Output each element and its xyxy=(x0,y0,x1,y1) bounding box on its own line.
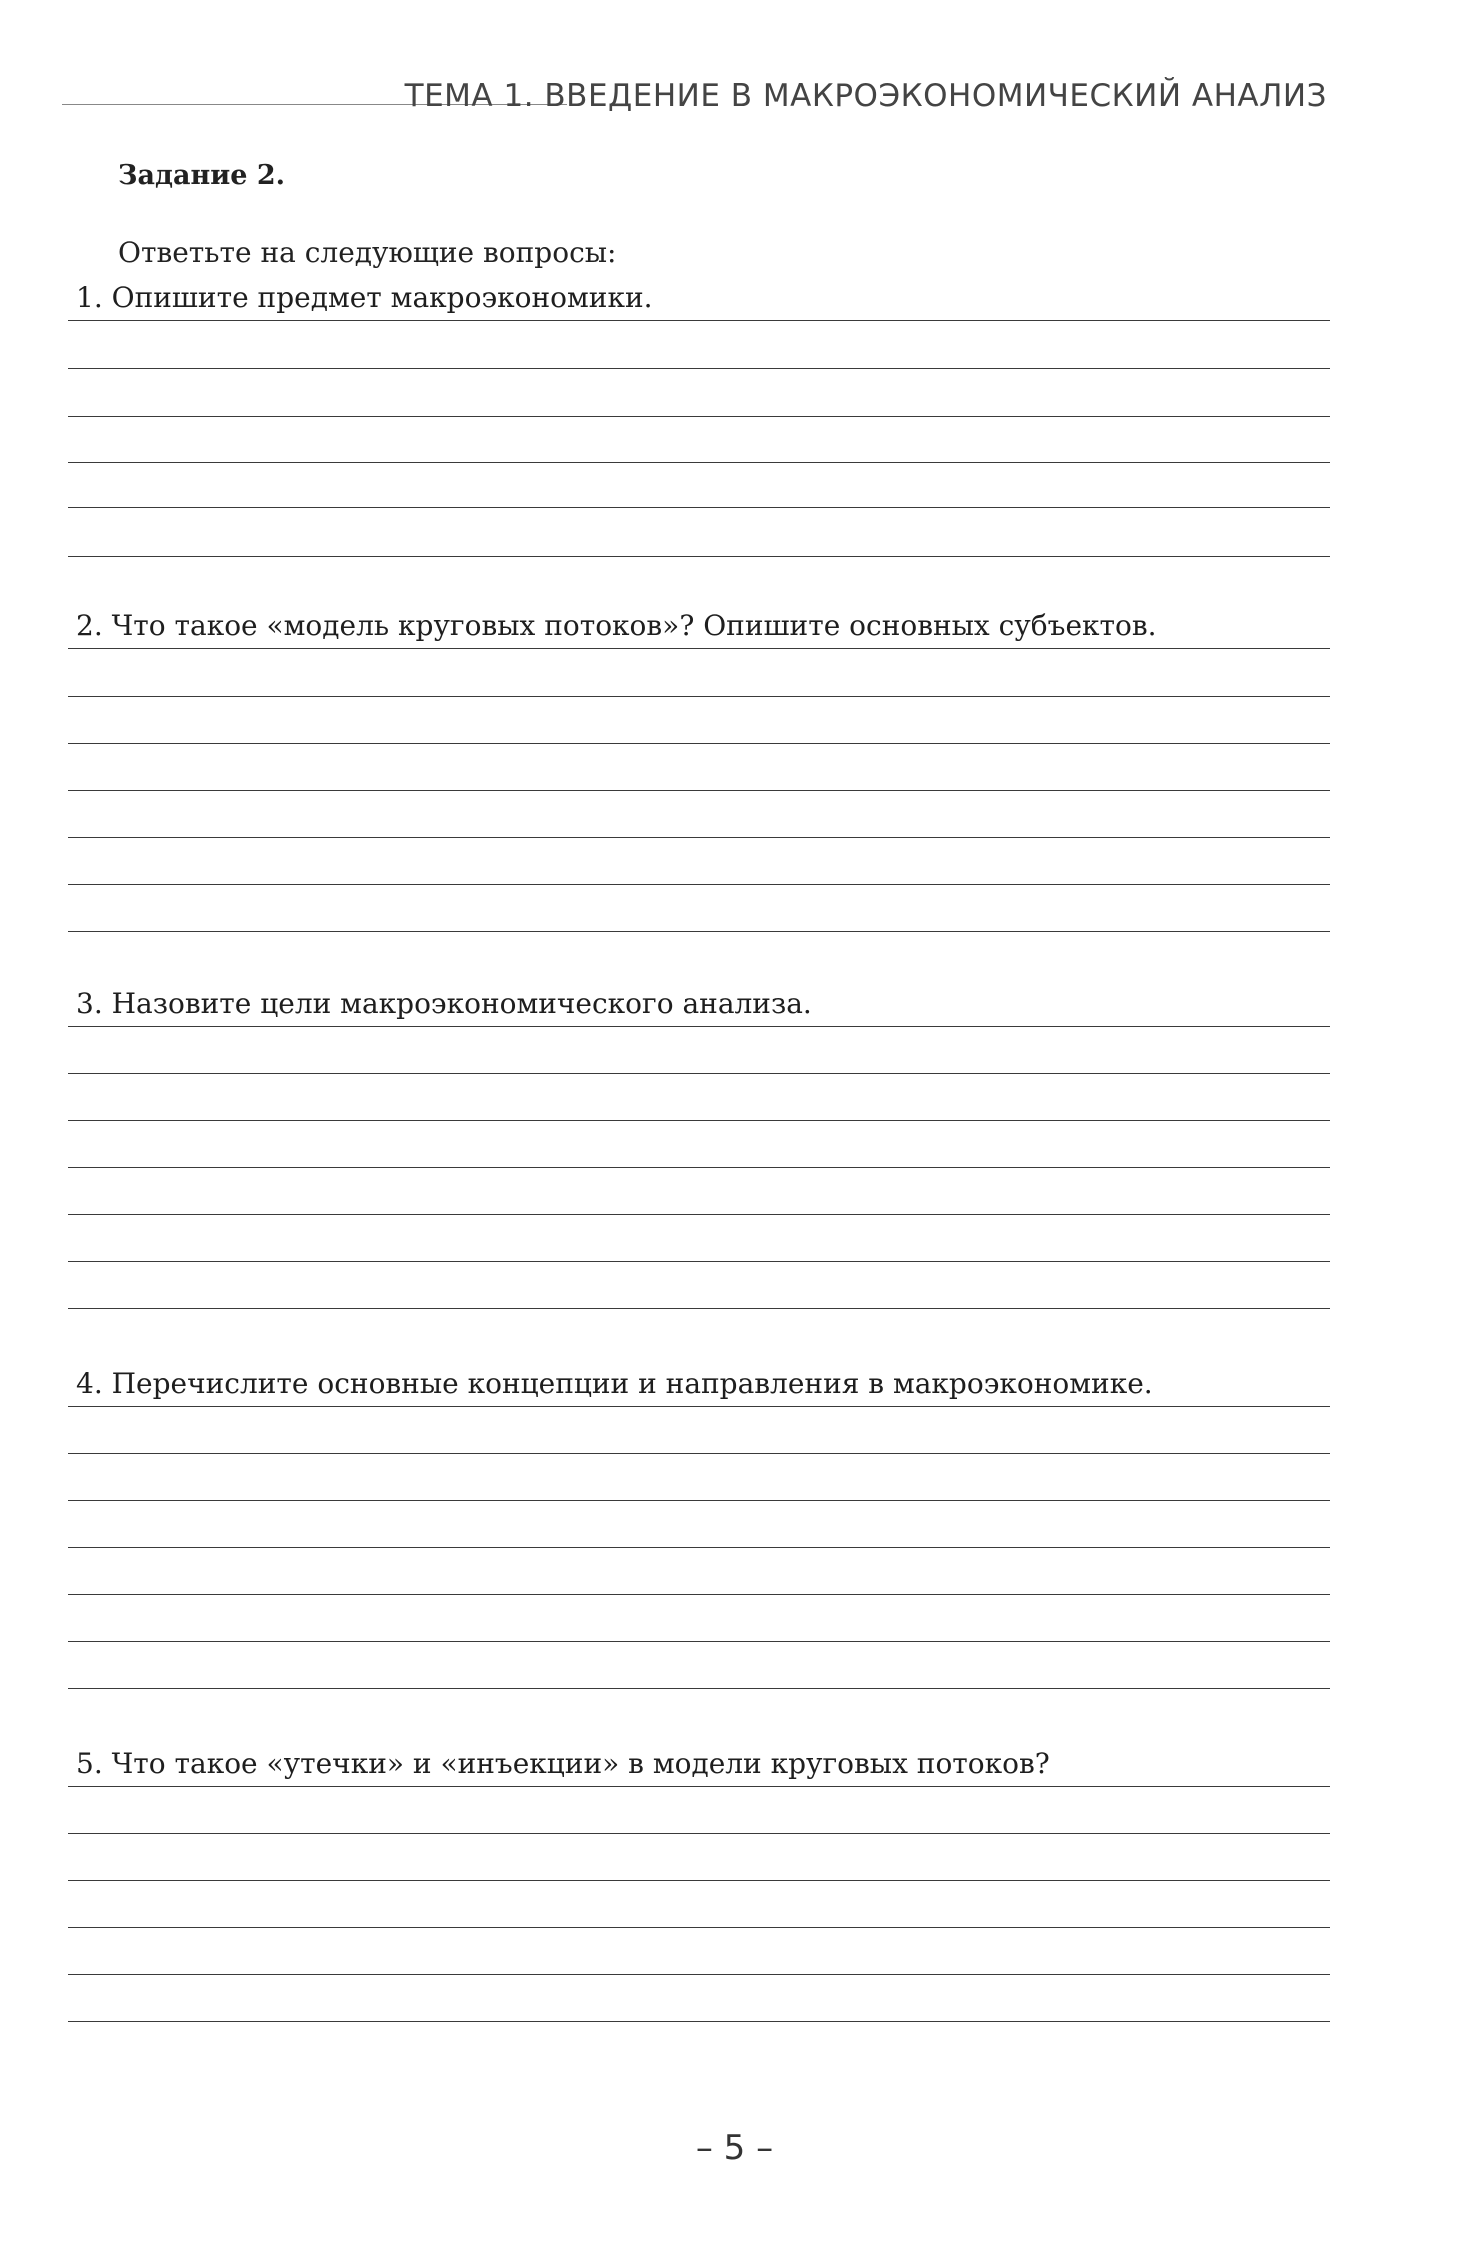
answer-line[interactable] xyxy=(68,790,1330,791)
header-title: ТЕМА 1. ВВЕДЕНИЕ В МАКРОЭКОНОМИЧЕСКИЙ АНАЛИЗ xyxy=(404,78,1327,114)
question-5 xyxy=(68,1740,1330,2030)
question-underline xyxy=(68,1786,1330,1787)
answer-line[interactable] xyxy=(68,1167,1330,1168)
answer-line[interactable] xyxy=(68,2021,1330,2022)
task-instruction: Ответьте на следующие вопросы: xyxy=(118,236,617,269)
answer-line[interactable] xyxy=(68,1308,1330,1309)
question-underline xyxy=(68,320,1330,321)
answer-line[interactable] xyxy=(68,1594,1330,1595)
page-number: – 5 – xyxy=(695,2128,774,2168)
answer-line[interactable] xyxy=(68,1261,1330,1262)
question-text: 3. Назовите цели макроэкономического анализа. xyxy=(76,987,812,1020)
question-1 xyxy=(68,272,1330,602)
question-2 xyxy=(68,600,1330,980)
question-underline xyxy=(68,1406,1330,1407)
question-text: 2. Что такое «модель круговых потоков»? Опишите основных субъектов. xyxy=(76,609,1157,642)
answer-line[interactable] xyxy=(68,931,1330,932)
answer-line[interactable] xyxy=(68,1927,1330,1928)
task-title: Задание 2. xyxy=(118,160,286,191)
answer-line[interactable] xyxy=(68,1214,1330,1215)
answer-line[interactable] xyxy=(68,1833,1330,1834)
answer-line[interactable] xyxy=(68,1120,1330,1121)
answer-line[interactable] xyxy=(68,416,1330,417)
question-3 xyxy=(68,980,1330,1360)
answer-line[interactable] xyxy=(68,743,1330,744)
question-4 xyxy=(68,1360,1330,1740)
answer-line[interactable] xyxy=(68,368,1330,369)
answer-line[interactable] xyxy=(68,1688,1330,1689)
answer-line[interactable] xyxy=(68,1880,1330,1881)
answer-line[interactable] xyxy=(68,884,1330,885)
answer-line[interactable] xyxy=(68,696,1330,697)
answer-line[interactable] xyxy=(68,1073,1330,1074)
running-header xyxy=(62,78,1327,122)
answer-line[interactable] xyxy=(68,507,1330,508)
question-text: 4. Перечислите основные концепции и направления в макроэкономике. xyxy=(76,1367,1153,1400)
answer-line[interactable] xyxy=(68,1500,1330,1501)
answer-line[interactable] xyxy=(68,556,1330,557)
answer-line[interactable] xyxy=(68,1547,1330,1548)
question-text: 1. Опишите предмет макроэкономики. xyxy=(76,281,653,314)
answer-line[interactable] xyxy=(68,462,1330,463)
question-text: 5. Что такое «утечки» и «инъекции» в модели круговых потоков? xyxy=(76,1747,1050,1780)
question-underline xyxy=(68,648,1330,649)
question-underline xyxy=(68,1026,1330,1027)
answer-line[interactable] xyxy=(68,1641,1330,1642)
answer-line[interactable] xyxy=(68,1453,1330,1454)
answer-line[interactable] xyxy=(68,837,1330,838)
answer-line[interactable] xyxy=(68,1974,1330,1975)
